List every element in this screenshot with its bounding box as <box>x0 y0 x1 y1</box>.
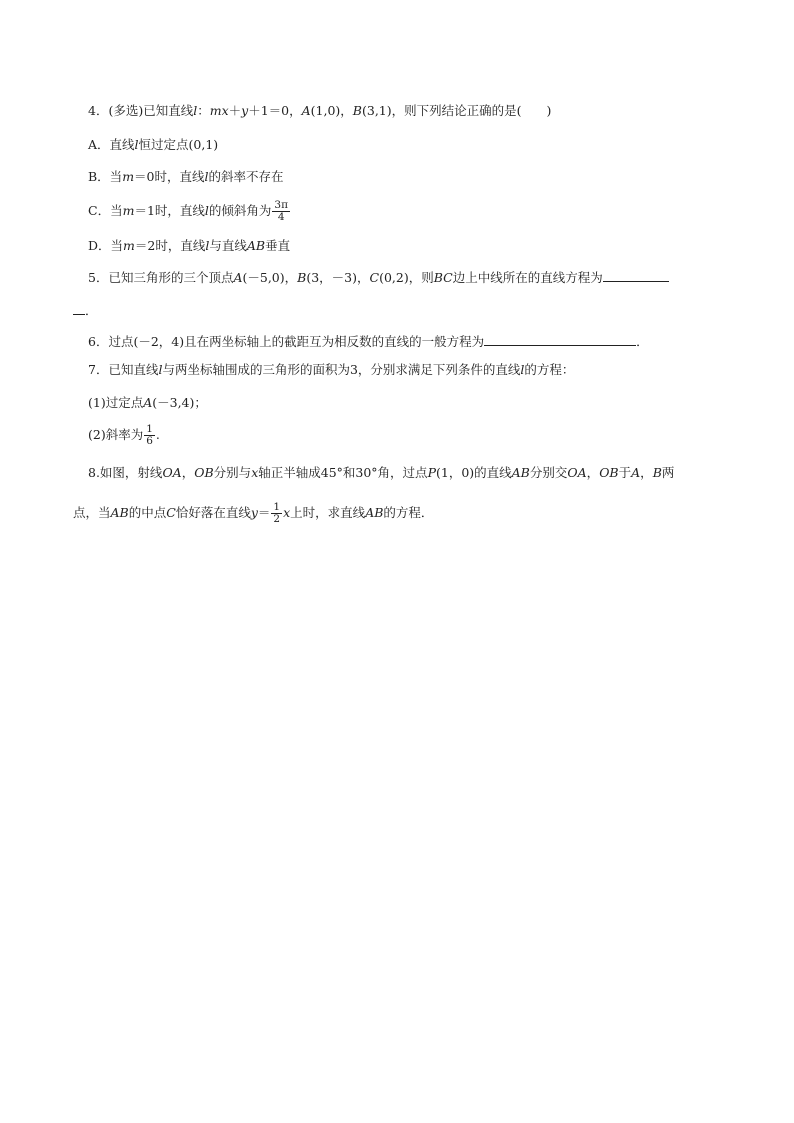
text: 恒过定点(0,1) <box>138 137 219 152</box>
var: OB <box>194 465 214 480</box>
var: l <box>134 137 139 152</box>
text: 点，当 <box>73 505 111 520</box>
text: 8.如图，射线 <box>88 465 163 480</box>
text: ＝2时，直线 <box>134 238 206 253</box>
text: (1)过定点 <box>88 395 144 410</box>
text: 分别与 <box>213 465 252 480</box>
fraction <box>144 424 155 447</box>
text: 的中点 <box>128 505 167 520</box>
var: OB <box>599 465 619 480</box>
var: B <box>297 270 307 285</box>
fraction-denominator: 2 <box>273 513 281 525</box>
var: x <box>283 505 291 520</box>
answer-blank <box>603 269 669 282</box>
fraction <box>272 200 290 223</box>
text: 的倾斜角为 <box>208 203 272 218</box>
var: AB <box>365 505 384 520</box>
question-6 <box>88 333 649 350</box>
fraction-denominator: 4 <box>277 211 285 223</box>
text: D．当 <box>88 238 124 253</box>
fraction-numerator: 3π <box>274 199 288 211</box>
text: 边上中线所在的直线方程为 <box>452 270 603 285</box>
text: ， <box>640 465 653 480</box>
question-7-stem <box>88 362 574 378</box>
text: (0,2)，则 <box>379 270 434 285</box>
var: B <box>652 465 662 480</box>
text: ＋1＝0， <box>248 103 302 118</box>
question-4-option-c <box>88 200 291 223</box>
text: 7．已知直线 <box>88 362 159 377</box>
text: A．直线 <box>88 137 135 152</box>
text: ＋ <box>228 103 242 118</box>
var: x <box>251 465 259 480</box>
text: 两 <box>661 465 675 480</box>
var: C <box>369 270 380 285</box>
var: y <box>250 505 258 520</box>
text: ． <box>636 334 649 349</box>
var: l <box>193 103 198 118</box>
var: m <box>122 169 135 184</box>
fraction-numerator: 1 <box>146 423 153 435</box>
text: 恰好落在直线 <box>175 505 251 520</box>
var: l <box>204 203 209 218</box>
text: (－5,0)， <box>242 270 298 285</box>
text: 上时，求直线 <box>290 505 366 520</box>
text: ) <box>546 103 552 118</box>
text: 分别交 <box>529 465 568 480</box>
var: m <box>122 203 135 218</box>
text: 6．过点(－2，4)且在两坐标轴上的截距互为相反数的直线的一般方程为 <box>88 334 485 349</box>
question-4-option-b <box>88 169 284 185</box>
var: AB <box>110 505 129 520</box>
var: P <box>427 465 436 480</box>
text: . <box>155 427 160 442</box>
text: ＝1时，直线 <box>134 203 205 218</box>
var: OA <box>567 465 587 480</box>
var: l <box>520 362 525 377</box>
text: ， <box>586 465 600 480</box>
var: l <box>205 238 210 253</box>
text: 与直线 <box>209 238 247 253</box>
var: OA <box>162 465 182 480</box>
text: (3,1)，则下列结论正确的是( <box>361 103 522 118</box>
text: (－3,4)； <box>152 395 207 410</box>
text: ＝ <box>257 505 271 520</box>
text: 于 <box>618 465 632 480</box>
var: AB <box>246 238 266 253</box>
text: 与两坐标轴围成的三角形的面积为3，分别求满足下列条件的直线 <box>162 362 521 377</box>
var: A <box>233 270 243 285</box>
fraction-denominator: 6 <box>146 435 153 447</box>
var: A <box>631 465 641 480</box>
question-7-part-2 <box>88 424 160 447</box>
text: (2)斜率为 <box>88 427 144 442</box>
text: ， <box>181 465 195 480</box>
fraction-numerator: 1 <box>273 501 281 513</box>
text: 的斜率不存在 <box>208 169 284 184</box>
question-5-line-1 <box>88 269 669 286</box>
var: AB <box>511 465 530 480</box>
var: A <box>301 103 311 118</box>
text: 轴正半轴成45°和30°角，过点 <box>258 465 428 480</box>
question-8-line-1 <box>88 465 674 481</box>
text: 5．已知三角形的三个顶点 <box>88 270 234 285</box>
text: B．当 <box>88 169 123 184</box>
var: A <box>143 395 153 410</box>
var: BC <box>433 270 453 285</box>
text: 的方程． <box>383 505 434 520</box>
question-4-option-a <box>88 137 218 153</box>
question-8-line-2 <box>73 502 433 525</box>
var: B <box>352 103 362 118</box>
text: 4．(多选)已知直线 <box>88 103 194 118</box>
answer-gap <box>522 103 547 118</box>
question-4-option-d <box>88 238 290 254</box>
text: (1,0)， <box>310 103 353 118</box>
question-4-stem <box>88 103 551 119</box>
text: ＝0时，直线 <box>134 169 205 184</box>
text: (1，0)的直线 <box>435 465 512 480</box>
var: m <box>123 238 135 253</box>
text: 垂直 <box>265 238 291 253</box>
question-5-line-2 <box>73 302 98 319</box>
var: mx <box>209 103 229 118</box>
text: ： <box>197 103 210 118</box>
var: C <box>166 505 176 520</box>
text: (3，－3)， <box>306 270 370 285</box>
var: y <box>241 103 249 118</box>
question-7-part-1 <box>88 395 207 411</box>
text: ． <box>85 303 98 318</box>
answer-blank <box>484 333 636 346</box>
var: l <box>158 362 163 377</box>
answer-blank <box>73 302 85 315</box>
var: l <box>204 169 209 184</box>
fraction <box>271 502 282 525</box>
text: C．当 <box>88 203 123 218</box>
text: 的方程： <box>524 362 575 377</box>
